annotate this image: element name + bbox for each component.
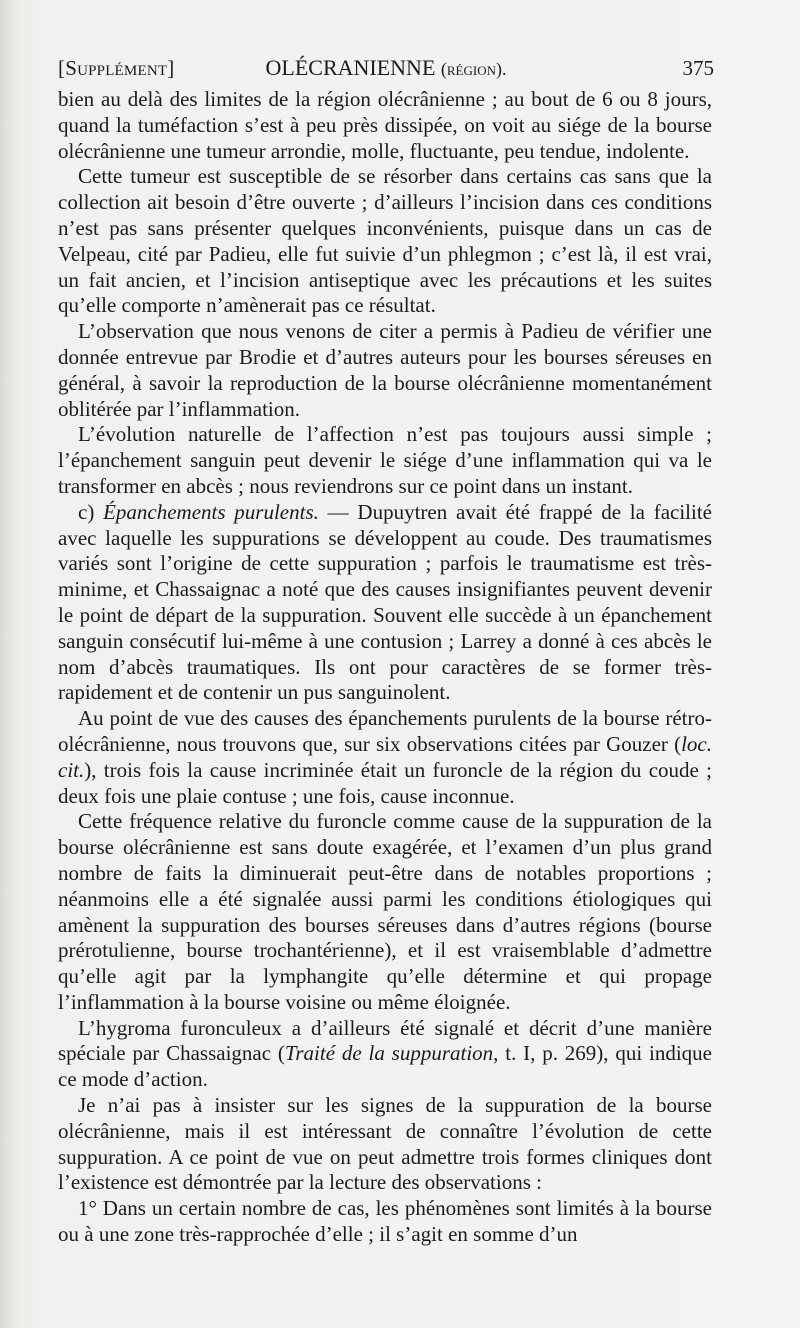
paragraph (58, 809, 712, 1015)
text-run: Je n’ai pas à insister sur les signes de la suppuration de la bourse olécrânienne, mais il est intéressant de connaître l’évolution de cette suppuration. A ce point de vue on peut admettre trois formes cliniques dont l’existence est démontrée par la lecture des observations : (58, 1093, 712, 1195)
header-title-main: OLÉCRANIENNE (265, 55, 436, 80)
text-run: Cette fréquence relative du furoncle comme cause de la suppuration de la bourse olécrânienne est sans doute exagérée, et l’examen d’un plus grand nombre de faits la diminuerait peut-être dans de notables proportions ; néanmoins elle a été signalée aussi parmi les conditions étiologiques qui amènent la suppuration des bourses séreuses dans d’autres régions (bourse prérotulienne, bourse trochantérienne), et il est vraisemblable d’admettre qu’elle agit par la lymphangite qu’elle détermine et qui propage l’inflammation à la bourse voisine ou même éloignée. (58, 809, 712, 1014)
text-run: Au point de vue des causes des épanchements purulents de la bourse rétro-olécrânienne, nous trouvons que, sur six observations citées par Gouzer ( (58, 706, 712, 756)
text-run: c) (78, 499, 104, 524)
italic-text: loc. cit. (58, 731, 712, 782)
text-run: ), trois fois la cause incriminée était un furoncle de la région du coude ; deux fois une plaie contuse ; une fois, cause inconnue. (58, 757, 712, 808)
paragraph (58, 87, 712, 164)
paragraph (58, 1093, 712, 1196)
italic-text: Traité de la suppuration (284, 1041, 494, 1066)
italic-text: Épanchements purulents. (103, 499, 319, 524)
header-title (58, 52, 714, 85)
text-run: L’observation que nous venons de citer a permis à Padieu de vérifier une donnée entrevue par Brodie et d’autres auteurs pour les bourses séreuses en général, à savoir la reproduction de la bourse olécrânienne momentanément oblitérée par l’inflammation. (58, 319, 712, 421)
text-run: 1° Dans un certain nombre de cas, les phénomènes sont limités à la bourse ou à une zone très-rapprochée d’elle ; il s’agit en somme d’un (58, 1196, 712, 1247)
text-run: , t. I, p. 269), qui indique ce mode d’action. (58, 1041, 712, 1092)
paragraph (58, 706, 712, 809)
text-run: L’hygroma furonculeux a d’ailleurs été signalé et décrit d’une manière spéciale par Chassaignac ( (58, 1015, 712, 1066)
paragraph (58, 1016, 712, 1093)
body-text (58, 87, 712, 1248)
text-run: Cette tumeur est susceptible de se résorber dans certains cas sans que la collection ait besoin d’être ouverte ; d’ailleurs l’incision dans ces conditions n’est pas sans présenter quelques inconvénients, puisque dans un cas de Velpeau, cité par Padieu, elle fut suivie d’un phlegmon ; c’est là, il est vrai, un fait ancien, et l’incision antiseptique avec les précautions et les suites qu’elle comporte n’amènerait pas ce résultat. (58, 164, 712, 318)
paragraph (58, 1196, 712, 1248)
text-run: — Dupuytren avait été frappé de la facilité avec laquelle les suppurations se développent au coude. Des traumatismes variés sont l’origine de cette suppuration ; parfois le traumatisme est très-minime, et Chassaignac a noté que des causes insignifiantes peuvent devenir le point de départ de la suppuration. Souvent elle succède à un épanchement sanguin consécutif lui-même à une contusion ; Larrey a donné à ces abcès le nom d’abcès traumatiques. Ils ont pour caractères de se former très-rapidement et de contenir un pus sanguinolent. (58, 499, 712, 705)
header-title-sub: (région). (440, 59, 507, 79)
text-run: L’évolution naturelle de l’affection n’est pas toujours aussi simple ; l’épanchement sanguin peut devenir le siége d’une inflammation qui va le transformer en abcès ; nous reviendrons sur ce point dans un instant. (58, 422, 712, 498)
running-header (58, 52, 714, 84)
paragraph (58, 422, 712, 499)
text-run: bien au delà des limites de la région olécrânienne ; au bout de 6 ou 8 jours, quand la tuméfaction s’est à peu près dissipée, on voit au siége de la bourse olécrânienne une tumeur arrondie, molle, fluctuante, peu tendue, indolente. (58, 87, 712, 163)
paragraph (58, 500, 712, 706)
paragraph (58, 164, 712, 319)
header-section-label: [Supplément] (58, 56, 175, 80)
page-number: 375 (682, 56, 714, 80)
paragraph (58, 319, 712, 422)
